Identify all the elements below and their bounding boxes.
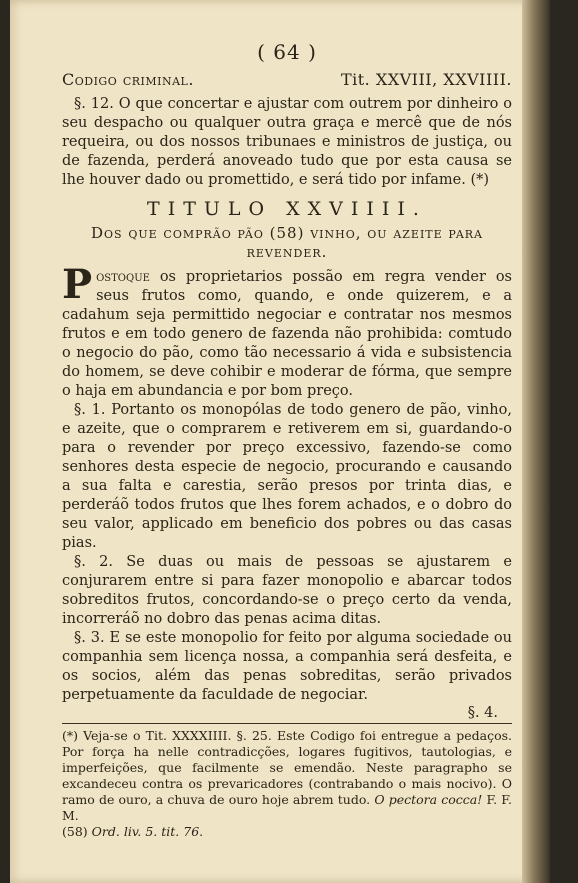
footnote-star-italic: O pectora cocca! xyxy=(374,792,483,807)
footnote-star-text: (*) Veja-se o Tit. XXXXIIII. §. 25. Este Codigo foi entregue a pedaços. Por força ha nelle contradicções, logares fugitivos, tautologias, e imperfeições, que facilmente se emendão. Neste paragrapho se excandeceu contra os prevaricadores (contrabando o mais nocivo). O ramo de ouro, a chuva de ouro hoje abrem tudo. xyxy=(62,728,512,807)
title-heading: TITULO XXVIIII. xyxy=(147,198,427,220)
footnote-star xyxy=(62,728,512,824)
page-number: ( 64 ) xyxy=(257,40,317,64)
book-gutter xyxy=(522,0,550,883)
footnote-58-label: (58) xyxy=(62,824,88,839)
running-head xyxy=(62,70,512,89)
running-head-right: Tit. XXVIII, XXVIIII. xyxy=(340,70,512,89)
footnote-58 xyxy=(62,824,512,840)
intro-paragraph xyxy=(62,261,512,401)
catchword: §. 4. xyxy=(467,705,498,721)
footnote-58-ref: Ord. liv. 5. tit. 76. xyxy=(91,824,204,839)
paragraph-3: §. 3. E se este monopolio for feito por alguma sociedade ou companhia sem licença nossa, a companhia será desfeita, e os socios, além das penas sobreditas, serão privados perpetuamente da faculdade de negociar. xyxy=(62,630,512,703)
page-text-block xyxy=(62,40,512,840)
footnote-star-sign: F. F. M. xyxy=(62,792,512,823)
running-head-left: Codigo criminal. xyxy=(62,70,194,89)
intro-first-word: ostoque xyxy=(96,269,150,285)
intro-text: os proprietarios possão em regra vender os seus frutos como, quando, e onde quizerem, e a cadahum seja permittido negociar e contratar nos mesmos frutos e em todo genero de fazenda não prohibida: comtudo o negocio do pão, como tão necessario á vida e subsistencia do homem, se deve cohibir e moderar de fórma, que sempre o haja em abundancia e por bom preço. xyxy=(62,269,512,399)
drop-cap: P xyxy=(62,261,93,308)
footnote-rule xyxy=(62,723,512,724)
title-subtitle: Dos que comprão pão (58) vinho, ou azeite para revender. xyxy=(90,224,483,261)
paragraph-12: §. 12. O que concertar e ajustar com outrem por dinheiro o seu despacho ou qualquer outra graça e mercê que de nós requeira, ou dos nossos tribunaes e ministros de justiça, ou de fazenda, perderá anoveado tudo que por esta causa se lhe houver dado ou promettido, e será tido por infame. (*) xyxy=(62,96,512,188)
paragraph-1: §. 1. Portanto os monopólas de todo genero de pão, vinho, e azeite, que o comprarem e retiverem em si, guardando-o para o revender por preço excessivo, fazendo-se como senhores desta especie de negocio, procurando e causando a sua falta e carestia, serão presos por trinta dias, e perderáõ todos frutos que lhes forem achados, e o dobro do seu valor, applicado em beneficio dos pobres ou das casas pias. xyxy=(62,402,512,551)
paragraph-2: §. 2. Se duas ou mais de pessoas se ajustarem e conjurarem entre si para fazer monopolio e abarcar todos sobreditos frutos, concordando-se o preço certo da venda, incorreráõ no dobro das penas acima ditas. xyxy=(62,554,512,627)
book-page xyxy=(10,0,550,883)
